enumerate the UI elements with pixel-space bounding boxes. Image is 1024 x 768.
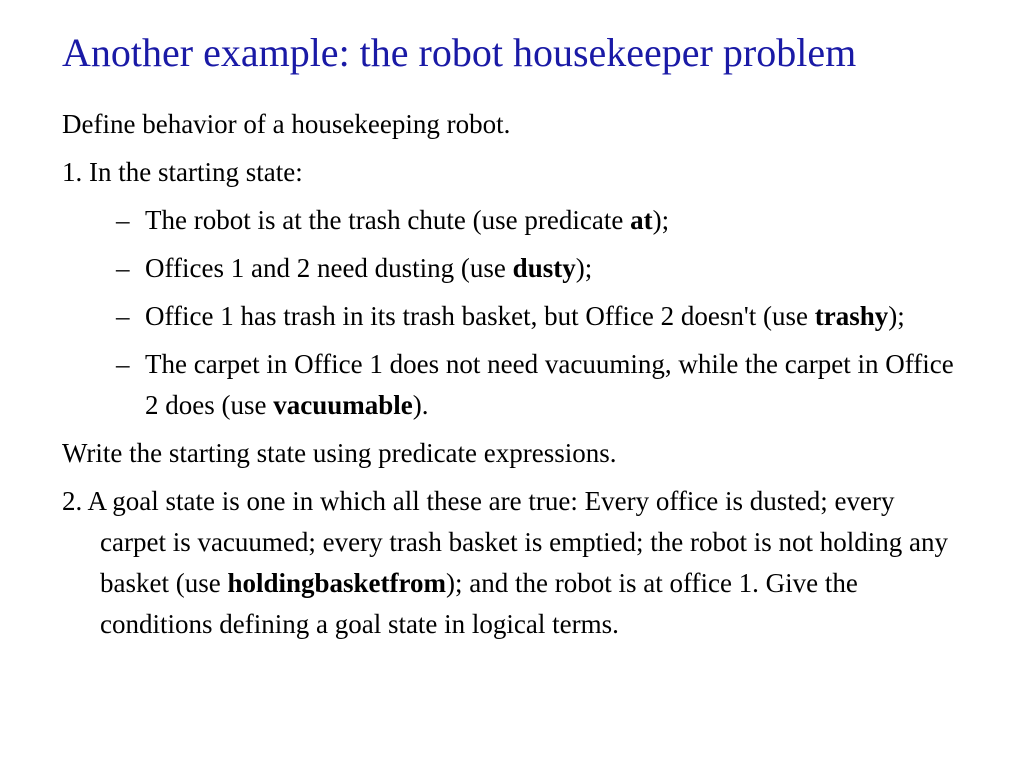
bullet-dash: – — [116, 301, 130, 331]
item2-text-end: ); and the robot is at office 1. Give the conditions defining a goal state in logical terms. — [100, 568, 858, 639]
predicate-holdingbasketfrom: holdingbasketfrom — [227, 568, 447, 598]
bullet-text: Office 1 has trash in its trash basket, but Office 2 doesn't (use — [145, 301, 815, 331]
bullet-text: The robot is at the trash chute (use predicate — [145, 205, 631, 235]
bullet-text-end: ). — [412, 390, 429, 420]
bullet-text: The carpet in Office 1 does not need vacuuming, while the carpet in Office 2 does (use — [145, 349, 954, 420]
intro-text: Define behavior of a housekeeping robot. — [62, 109, 511, 139]
slide-body — [62, 104, 962, 652]
predicate-at: at — [630, 205, 653, 235]
bullet-text: Offices 1 and 2 need dusting (use — [145, 253, 513, 283]
bullet-dash: – — [116, 253, 130, 283]
bullet-4 — [62, 344, 962, 426]
item1-label: 1. In the starting state: — [62, 157, 303, 187]
bullet-1 — [62, 200, 962, 241]
bullet-3 — [62, 296, 962, 337]
item2-paragraph — [62, 481, 962, 645]
bullet-2 — [62, 248, 962, 289]
slide-title: Another example: the robot housekeeper problem — [62, 30, 857, 75]
predicate-vacuumable: vacuumable — [273, 390, 413, 420]
item2-text: 2. A goal state is one in which all these are true: Every office is dusted; every carpet is vacuumed; every trash basket is emptied; the robot is not holding any basket (use — [62, 486, 949, 598]
bullet-text-end: ); — [575, 253, 593, 283]
bullet-text-end: ); — [888, 301, 905, 331]
write-instruction: Write the starting state using predicate expressions. — [62, 438, 617, 468]
bullet-dash: – — [116, 205, 130, 235]
predicate-dusty: dusty — [512, 253, 576, 283]
bullet-dash: – — [116, 349, 130, 379]
bullet-text-end: ); — [652, 205, 670, 235]
predicate-trashy: trashy — [814, 301, 889, 331]
